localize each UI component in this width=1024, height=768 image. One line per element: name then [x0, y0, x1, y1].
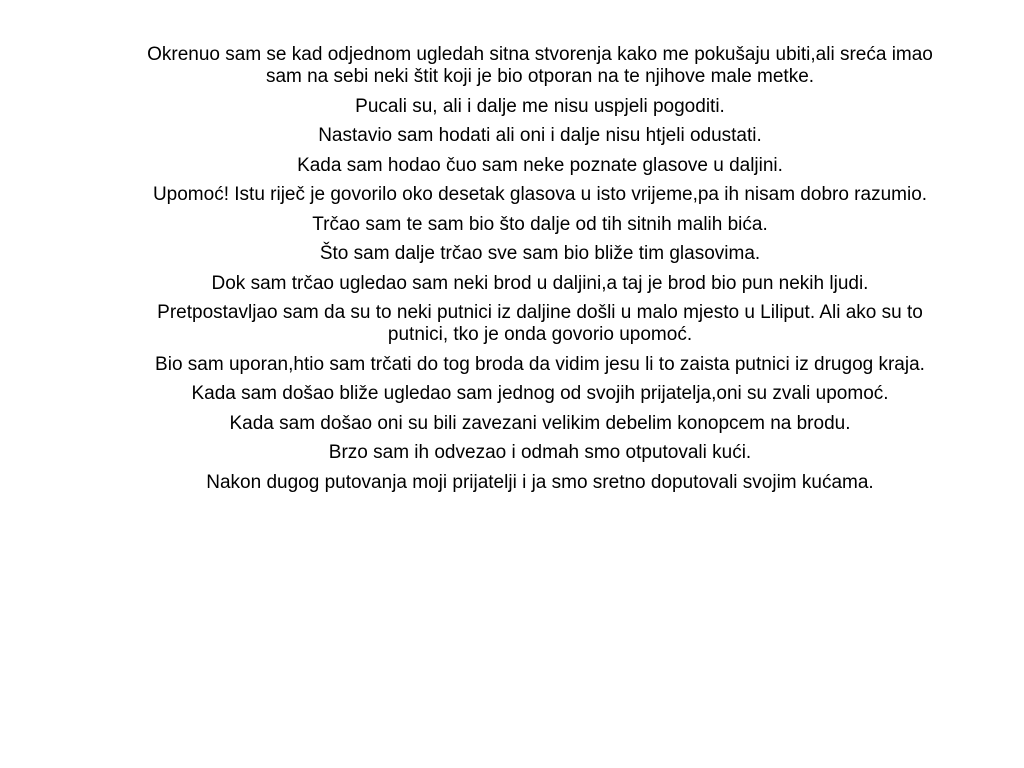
paragraph-1: Okrenuo sam se kad odjednom ugledah sitna stvorenja kako me pokušaju ubiti,ali sreća imao sam na sebi neki štit koji je bio otporan na te njihove male metke.: [147, 44, 933, 87]
paragraph-5: Upomoć! Istu riječ je govorilo oko desetak glasova u isto vrijeme,pa ih nisam dobro razumio.: [152, 184, 928, 205]
paragraph-9: Pretpostavljao sam da su to neki putnici iz daljine došli u malo mjesto u Liliput. Ali ako su to putnici, tko je onda govorio upomoć.: [157, 302, 923, 345]
paragraph-2: Pucali su, ali i dalje me nisu uspjeli pogoditi.: [355, 95, 725, 117]
story-text: [128, 44, 952, 501]
paragraph-7: Što sam dalje trčao sve sam bio bliže tim glasovima.: [319, 243, 761, 264]
paragraph-14: Nakon dugog putovanja moji prijatelji i ja smo sretno doputovali svojim kućama.: [206, 471, 874, 493]
paragraph-13: Brzo sam ih odvezao i odmah smo otputovali kući.: [328, 442, 752, 463]
paragraph-11: Kada sam došao bliže ugledao sam jednog od svojih prijatelja,oni su zvali upomoć.: [191, 383, 889, 404]
paragraph-12: Kada sam došao oni su bili zavezani velikim debelim konopcem na brodu.: [229, 412, 851, 434]
paragraph-6: Trčao sam te sam bio što dalje od tih sitnih malih bića.: [312, 213, 768, 235]
paragraph-4: Kada sam hodao čuo sam neke poznate glasove u daljini.: [297, 154, 783, 176]
paragraph-8: Dok sam trčao ugledao sam neki brod u daljini,a taj je brod bio pun nekih ljudi.: [211, 272, 869, 294]
paragraph-3: Nastavio sam hodati ali oni i dalje nisu htjeli odustati.: [318, 125, 762, 146]
paragraph-10: Bio sam uporan,htio sam trčati do tog broda da vidim jesu li to zaista putnici iz drugog kraja.: [155, 353, 925, 375]
